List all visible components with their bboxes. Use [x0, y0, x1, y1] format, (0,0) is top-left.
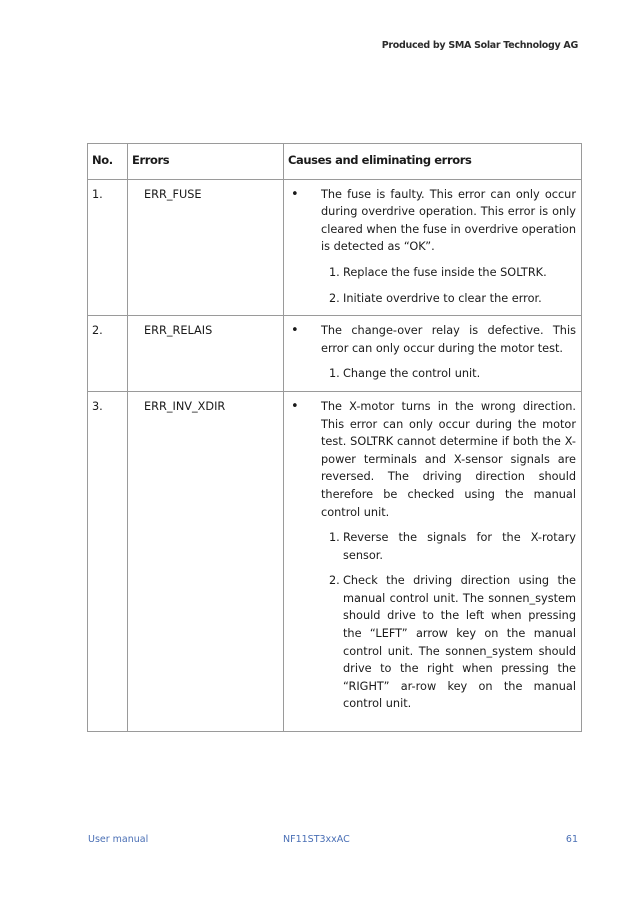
table-row [88, 316, 582, 392]
step-text: Reverse the signals for the X-rotary sensor. [343, 531, 576, 562]
step-item [329, 365, 576, 383]
row-number: 3. [88, 391, 128, 731]
cause-cell [284, 179, 582, 316]
cause-cell [284, 316, 582, 392]
footer-doc-type: User manual [88, 834, 149, 845]
steps-list [288, 264, 576, 307]
error-table [87, 143, 582, 732]
table-row [88, 391, 582, 731]
steps-list [288, 365, 576, 383]
row-number: 2. [88, 316, 128, 392]
step-item [329, 290, 576, 308]
step-number: 1. [329, 265, 340, 279]
step-text: Initiate overdrive to clear the error. [343, 291, 542, 305]
step-number: 1. [329, 531, 340, 545]
header-causes: Causes and eliminating errors [284, 144, 582, 180]
table-header-row [88, 144, 582, 180]
header-no: No. [88, 144, 128, 180]
table-row [88, 179, 582, 316]
cause-cell [284, 391, 582, 731]
cause-text: The change-over relay is defective. This error can only occur during the motor test. [321, 324, 576, 355]
step-number: 2. [329, 291, 340, 305]
bullet-icon: • [291, 186, 299, 202]
step-text: Change the control unit. [343, 367, 481, 381]
row-number: 1. [88, 179, 128, 316]
error-code: ERR_FUSE [128, 179, 284, 316]
error-code: ERR_INV_XDIR [128, 391, 284, 731]
error-code: ERR_RELAIS [128, 316, 284, 392]
step-text: Replace the fuse inside the SOLTRK. [343, 265, 547, 279]
step-number: 2. [329, 574, 340, 588]
bullet-icon: • [291, 398, 299, 414]
cause-text: The fuse is faulty. This error can only occur during overdrive operation. This error is only cleared when the fuse in overdrive operation is detected as “OK”. [321, 187, 576, 254]
footer-doc-code: NF11ST3xxAC [283, 834, 350, 845]
header-errors: Errors [128, 144, 284, 180]
step-item [329, 572, 576, 713]
page-number: 61 [565, 834, 578, 845]
page-header: Produced by SMA Solar Technology AG [381, 40, 578, 51]
step-text: Check the driving direction using the manual control unit. The sonnen_system should drive to the left when pressing the “LEFT” arrow key on the manual control unit. The sonnen_system should drive to the right when pressing the “RIGHT” ar-row key on the manual control unit. [343, 574, 576, 711]
step-item [329, 529, 576, 564]
steps-list [288, 529, 576, 713]
bullet-icon: • [291, 323, 299, 339]
step-number: 1. [329, 367, 340, 381]
step-item [329, 264, 576, 282]
cause-text: The X-motor turns in the wrong direction. This error can only occur during the motor test. SOLTRK cannot determine if both the X-power terminals and X-sensor signals are reversed. The driving direction should therefore be checked using the manual control unit. [321, 399, 576, 519]
